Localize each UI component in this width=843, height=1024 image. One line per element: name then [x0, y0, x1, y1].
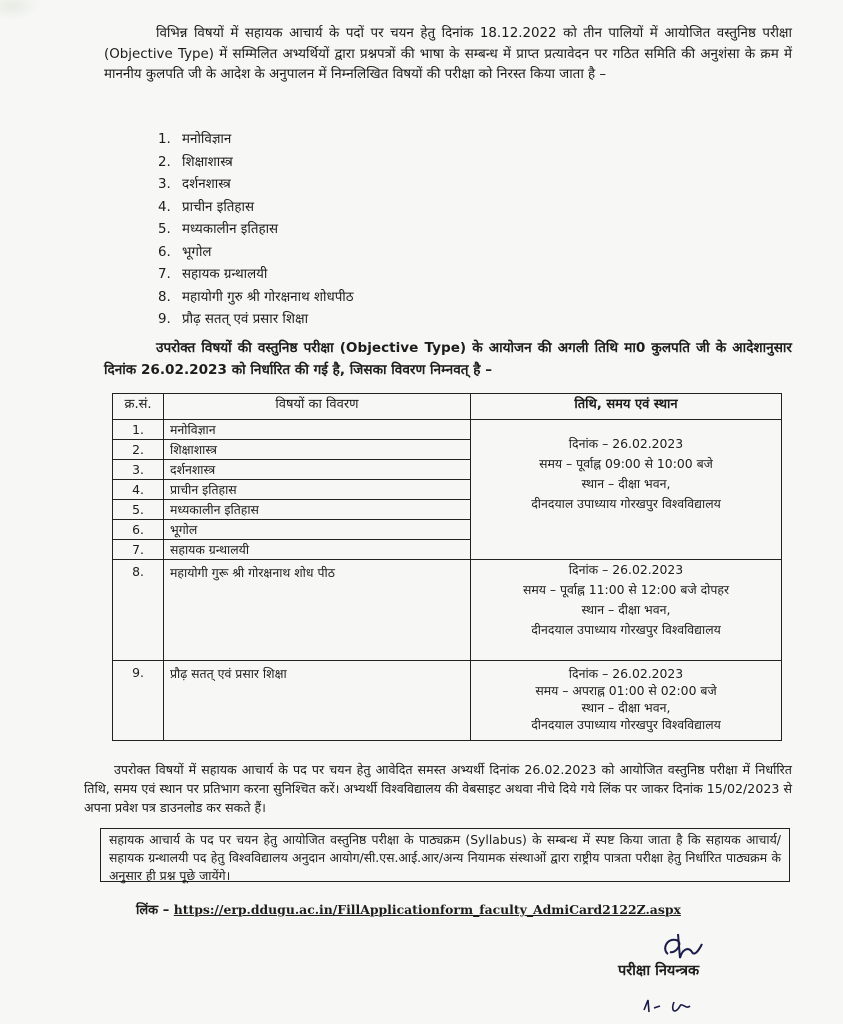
list-number: 5. [158, 222, 171, 237]
row-number: 9. [113, 661, 164, 741]
exam-schedule-table [112, 393, 782, 741]
exam-venue: स्थान – दीक्षा भवन, [581, 476, 671, 491]
list-item [158, 152, 354, 175]
row-subject: प्राचीन इतिहास [164, 480, 471, 500]
list-subject: मध्यकालीन इतिहास [182, 222, 279, 237]
row-number: 6. [113, 520, 164, 540]
link-label: लिंक – [136, 903, 170, 918]
intro-paragraph: विभिन्न विषयों में सहायक आचार्य के पदों पर चयन हेतु दिनांक 18.12.2022 को तीन पालियों में आयोजित वस्तुनिष्ठ परीक्षा (Objective Type) में सम्मिलित अभ्यर्थियों द्वारा प्रश्नपत्रों की भाषा के सम्बन्ध में प्राप्त प्रत्यावेदन पर गठित समिति की अनुशंसा के क्रम में माननीय कुलपति जी के आदेश के अनुपालन में निम्नलिखित विषयों की परीक्षा को निरस्त किया जाता है – [104, 26, 792, 82]
list-subject: सहायक ग्रन्थालयी [182, 267, 268, 282]
header-date-time-venue: तिथि, समय एवं स्थान [471, 394, 782, 420]
header-serial: क्र.सं. [113, 394, 164, 420]
table-row [113, 560, 782, 661]
exam-date: दिनांक – 26.02.2023 [568, 666, 684, 681]
list-item [158, 174, 354, 197]
row-subject: शिक्षाशास्त्र [164, 440, 471, 460]
scan-smudge [0, 0, 40, 20]
row-subject: मनोविज्ञान [164, 420, 471, 440]
row-number: 3. [113, 460, 164, 480]
syllabus-note: सहायक आचार्य के पद पर चयन हेतु आयोजित वस्तुनिष्ठ परीक्षा के पाठ्यक्रम (Syllabus) के सम्बन्ध में स्पष्ट किया जाता है कि सहायक आचार्य/सहायक ग्रन्थालयी पद हेतु विश्वविद्यालय अनुदान आयोग/सी.एस.आई.आर/अन्य नियामक संस्थाओं द्वारा राष्ट्रीय पात्रता परीक्षा हेतु निर्धारित पाठ्यक्रम के अनुसार ही प्रश्न पूछे जायेंगे। [109, 832, 781, 883]
list-subject: प्रौढ़ सतत् एवं प्रसार शिक्षा [182, 312, 309, 327]
group1-schedule [471, 420, 782, 560]
exam-date: दिनांक – 26.02.2023 [568, 436, 684, 451]
signature-icon [658, 930, 718, 964]
list-item [158, 287, 354, 310]
list-number: 4. [158, 199, 171, 215]
row-number: 7. [113, 540, 164, 560]
exam-university: दीनदयाल उपाध्याय गोरखपुर विश्वविद्यालय [531, 496, 721, 511]
header-subject: विषयों का विवरण [164, 394, 471, 420]
row-number: 1. [113, 420, 164, 440]
exam-date: दिनांक – 26.02.2023 [568, 562, 684, 577]
list-item [158, 197, 354, 220]
list-number: 3. [158, 177, 171, 192]
table-row [113, 420, 782, 440]
exam-time: समय – अपराह्न 01:00 से 02:00 बजे [535, 683, 717, 698]
admit-card-link[interactable]: https://erp.ddugu.ac.in/FillApplicationform_faculty_AdmiCard2122Z.aspx [173, 902, 681, 917]
list-subject: शिक्षाशास्त्र [182, 154, 233, 170]
table-header-row [113, 394, 782, 420]
signatory-title: परीक्षा नियन्त्रक [618, 963, 700, 979]
row-number: 2. [113, 440, 164, 460]
list-item [158, 264, 354, 287]
admit-card-link-line [136, 900, 681, 918]
row-number: 8. [113, 560, 164, 661]
instructions-paragraph: उपरोक्त विषयों में सहायक आचार्य के पद पर चयन हेतु आवेदित समस्त अभ्यर्थी दिनांक 26.02.2023 को आयोजित वस्तुनिष्ठ परीक्षा में निर्धारित तिथि, समय एवं स्थान पर प्रतिभाग करना सुनिश्चित करें। अभ्यर्थी विश्वविद्यालय की वेबसाइट अथवा नीचे दिये गये लिंक पर जाकर दिनांक 15/02/2023 से अपना प्रवेश पत्र डाउनलोड कर सकते हैं। [84, 762, 792, 815]
row-number: 5. [113, 500, 164, 520]
exam-time: समय – पूर्वाह्न 11:00 से 12:00 बजे दोपहर [522, 582, 730, 597]
list-subject: दर्शनशास्त्र [182, 177, 231, 192]
exam-venue: स्थान – दीक्षा भवन, [581, 602, 671, 617]
list-subject: महायोगी गुरु श्री गोरक्षनाथ शोधपीठ [182, 289, 354, 305]
initials-icon [640, 994, 700, 1018]
row-subject: प्रौढ़ सतत् एवं प्रसार शिक्षा [164, 661, 471, 741]
list-number: 1. [158, 132, 171, 147]
list-subject: मनोविज्ञान [182, 132, 232, 147]
row8-schedule [471, 560, 782, 661]
list-subject: भूगोल [182, 244, 212, 260]
list-number: 6. [158, 244, 171, 260]
cancelled-subjects-list [158, 129, 354, 332]
row-subject: दर्शनशास्त्र [164, 460, 471, 480]
exam-university: दीनदयाल उपाध्याय गोरखपुर विश्वविद्यालय [531, 622, 721, 637]
list-subject: प्राचीन इतिहास [182, 199, 255, 215]
exam-time: समय – पूर्वाह्न 09:00 से 10:00 बजे [539, 456, 713, 471]
row-subject: महायोगी गुरू श्री गोरक्षनाथ शोध पीठ [164, 560, 471, 661]
list-number: 2. [158, 154, 171, 170]
list-item [158, 242, 354, 265]
list-item [158, 309, 354, 332]
row-subject: मध्यकालीन इतिहास [164, 500, 471, 520]
list-item [158, 129, 354, 152]
exam-venue: स्थान – दीक्षा भवन, [581, 700, 671, 715]
exam-university: दीनदयाल उपाध्याय गोरखपुर विश्वविद्यालय [531, 717, 721, 732]
syllabus-note-box [100, 828, 790, 882]
row-subject: भूगोल [164, 520, 471, 540]
table-row [113, 661, 782, 741]
list-number: 9. [158, 312, 171, 327]
row9-schedule [471, 661, 782, 741]
row-number: 4. [113, 480, 164, 500]
row-subject: सहायक ग्रन्थालयी [164, 540, 471, 560]
list-number: 7. [158, 267, 171, 282]
schedule-intro-paragraph: उपरोक्त विषयों की वस्तुनिष्ठ परीक्षा (Objective Type) के आयोजन की अगली तिथि मा0 कुलपति जी के आदेशानुसार दिनांक 26.02.2023 को निर्धारित की गई है, जिसका विवरण निम्नवत् है – [104, 340, 792, 378]
list-item [158, 219, 354, 242]
list-number: 8. [158, 289, 171, 305]
